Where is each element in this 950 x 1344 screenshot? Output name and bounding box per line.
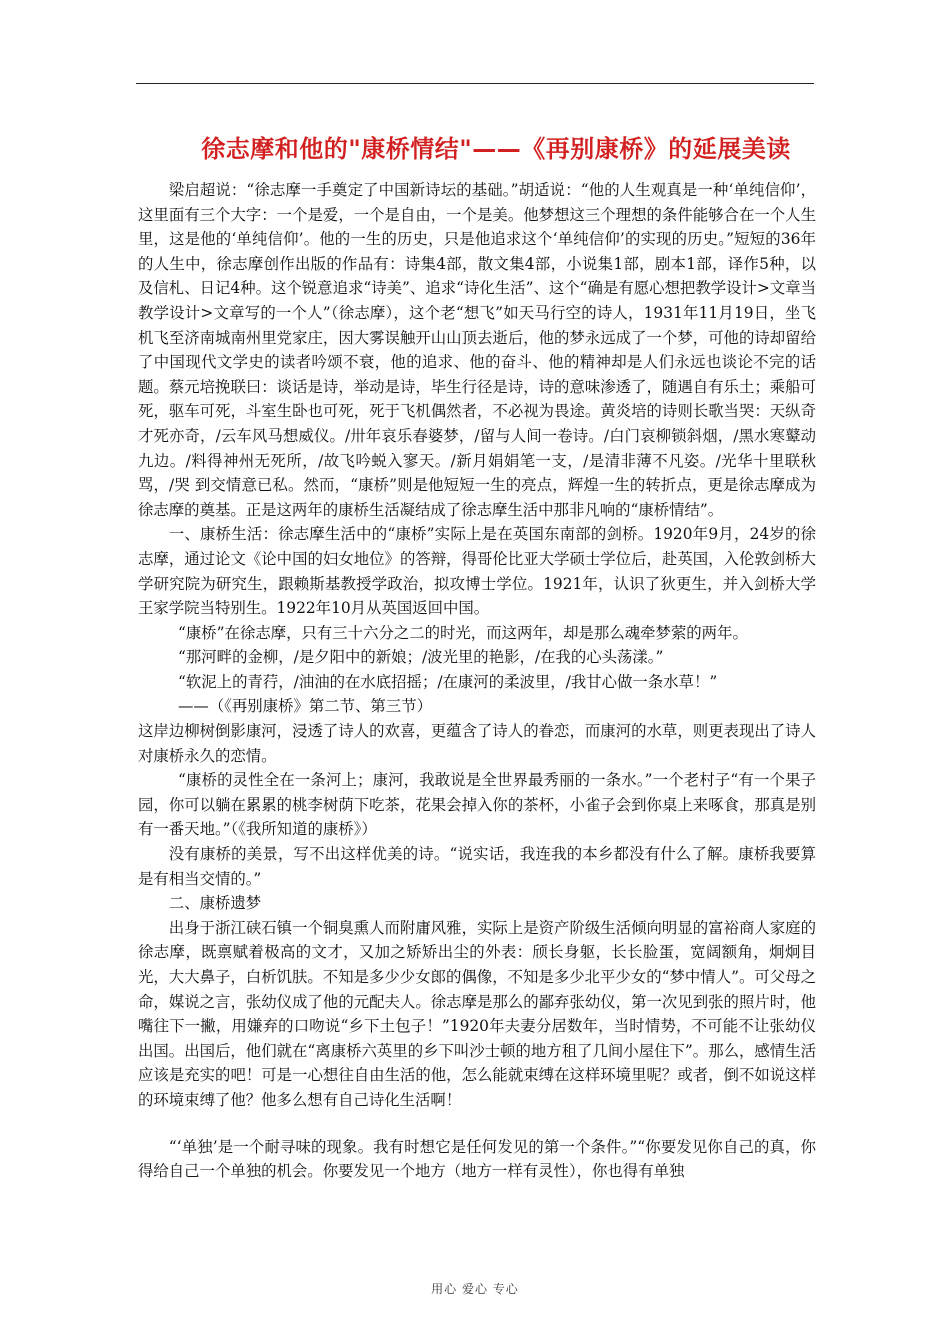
paragraph-kang-river: “康桥的灵性全在一条河上；康河，我敢说是全世界最秀丽的一条水。”一个老村子“有一个果子园，你可以躺在累累的桃李树荫下吃茶，花果会掉入你的茶杯，小雀子会到你桌上来啄食，那真是别有一番天地。”（《我所知道的康桥》） xyxy=(138,771,816,839)
page-footer: 用心 爱心 专心 xyxy=(431,1282,519,1296)
section-heading-two: 二、康桥遗梦 xyxy=(168,894,262,913)
header-rule xyxy=(136,83,814,84)
paragraph-willow: 这岸边柳树倒影康河，浸透了诗人的欢喜，更蕴含了诗人的眷恋，而康河的水草，则更表现出了诗人对康桥永久的恋情。 xyxy=(138,722,816,765)
poem-quote-two: “软泥上的青荇，/油油的在水底招摇；/在康河的柔波里，/我甘心做一条水草！” xyxy=(178,672,718,691)
paragraph-section-two: 出身于浙江硖石镇一个铜臭熏人而附庸风雅，实际上是资产阶级生活倾向明显的富裕商人家庭的徐志摩，既禀赋着极高的文才，又加之矫矫出尘的外表：颀长身躯，长长脸蛋，宽阔额角，炯炯目光，大大鼻子，白析饥肤。不知是多少少女郎的偶像，不知是多少北平少女的“梦中情人”。可父母之命，媒说之言，张幼仪成了他的元配夫人。徐志摩是那么的鄙弃张幼仪，第一次见到张的照片时，他嘴往下一撇，用嫌弃的口吻说“乡下土包子！”1920年夫妻分居数年，当时情势，不可能不让张幼仪出国。出国后，他们就在“离康桥六英里的乡下叫沙士顿的地方租了几间小屋住下”。那么，感情生活应该是充实的吧！可是一心想往自由生活的他，怎么能就束缚在这样环境里呢？或者，倒不如说这样的环境束缚了他？他多么想有自己诗化生活啊！ xyxy=(138,918,816,1109)
paragraph-section-one: 一、康桥生活：徐志摩生活中的“康桥”实际上是在英国东南部的剑桥。1920年9月，24岁的徐志摩，通过论文《论中国的妇女地位》的答辩，得哥伦比亚大学硕士学位后，赴英国，入伦敦剑桥大学研究院为研究生，跟赖斯基教授学政治，拟攻博士学位。1921年，认识了狄更生，并入剑桥大学王家学院当特别生。1922年10月从英国返回中国。 xyxy=(138,525,816,618)
article-body xyxy=(138,178,816,1184)
paragraph-two-years: “康桥”在徐志摩，只有三十六分之二的时光，而这两年，却是那么魂牵梦萦的两年。 xyxy=(178,623,748,642)
page-title: 徐志摩和他的"康桥情结"——《再别康桥》的延展美读 xyxy=(201,135,791,163)
paragraph-intro: 梁启超说：“徐志摩一手奠定了中国新诗坛的基础。”胡适说：“他的人生观真是一种‘单纯信仰’，这里面有三个大字：一个是爱，一个是自由，一个是美。他梦想这三个理想的条件能够合在一个人生里，这是他的‘单纯信仰’。他的一生的历史，只是他追求这个‘单纯信仰’的实现的历史。”短短的36年的人生中，徐志摩创作出版的作品有：诗集4部，散文集4部，小说集1部，剧本1部，译作5种，以及信札、日记4种。这个锐意追求“诗美”、追求“诗化生活”、这个“确是有愿心想把教学设计>文章当教学设计>文章写的一个人”（徐志摩），这个老“想飞”如天马行空的诗人，1931年11月19日，坐飞机飞至济南城南州里党家庄，因大雾误触开山山顶去逝后，他的梦永远成了一个梦，可他的诗却留给了中国现代文学史的读者吟颂不衰，他的追求、他的奋斗、他的精神却是人们永远也谈论不完的话题。蔡元培挽联曰：谈话是诗，举动是诗，毕生行径是诗，诗的意味渗透了，随遇自有乐土；乘船可死，驱车可死，斗室生卧也可死，死于飞机偶然者，不必视为畏途。黄炎培的诗则长歌当哭：天纵奇才死亦奇，/云车风马想威仪。/卅年哀乐春婆梦，/留与人间一卷诗。/白门哀柳锁斜烟，/黑水寒鼙动九边。/料得神州无死所，/故飞吟蜕入寥天。/新月娟娟笔一支，/是清非薄不凡姿。/光华十里联秋骂，/哭 到交情意已私。然而，“康桥”则是他短短一生的亮点，辉煌一生的转折点，更是徐志摩成为徐志摩的奠基。正是这两年的康桥生活凝结成了徐志摩生活中那非凡响的“康桥情结”。 xyxy=(138,181,816,519)
paragraph-scenery: 没有康桥的美景，写不出这样优美的诗。“说实话，我连我的本乡都没有什么了解。康桥我要算是有相当交情的。” xyxy=(138,845,816,888)
poem-quote-one: “那河畔的金柳，/是夕阳中的新娘；/波光里的艳影，/在我的心头荡漾。” xyxy=(178,648,664,667)
paragraph-solitude: “‘单独’是一个耐寻味的现象。我有时想它是任何发见的第一个条件。”“你要发见你自己的真，你得给自己一个单独的机会。你要发见一个地方（地方一样有灵性），你也得有单独 xyxy=(138,1137,816,1181)
poem-source: ——（《再别康桥》第二节、第三节） xyxy=(178,697,432,716)
